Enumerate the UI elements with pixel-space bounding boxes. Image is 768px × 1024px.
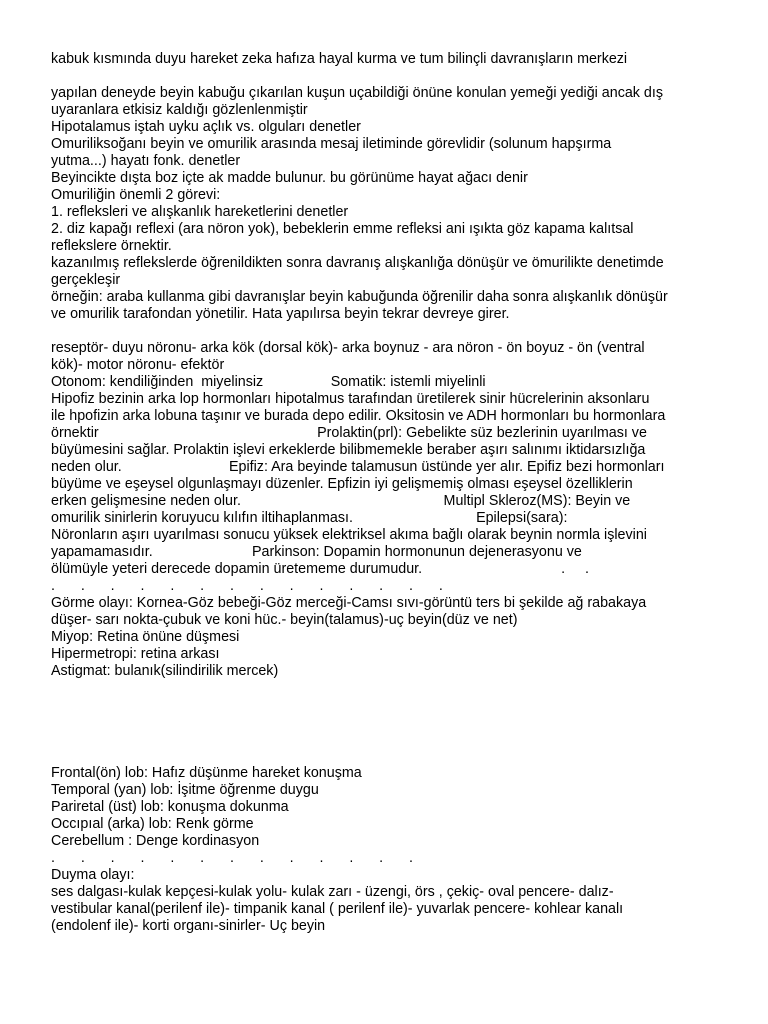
text-line: yapılan deneyde beyin kabuğu çıkarılan kuşun uçabildiği önüne konulan yemeği yediği ancak dış: [51, 85, 664, 101]
blank-line: [51, 697, 721, 714]
text-line: yutma...) hayatı fonk. denetler: [51, 153, 241, 169]
document-page: [51, 51, 721, 935]
text-line: reseptör- duyu nöronu- arka kök (dorsal kök)- arka boynuz - ara nöron - ön boyuz - ön (ventral: [51, 340, 645, 356]
blank-line: [51, 731, 721, 748]
text-line: ile hpofizin arka lobuna taşınır ve burada depo edilir. Oksitosin ve ADH hormonları bu hormonlara: [51, 408, 666, 424]
blank-line: [51, 323, 721, 340]
blank-line: [51, 748, 721, 765]
text-line: büyüme ve eşeysel olgunlaşmayı düzenler. Epfizin iyi gelişmemiş olması eşeysel özelliklerin: [51, 476, 633, 492]
text-line: Hipotalamus iştah uyku açlık vs. olguları denetler: [51, 119, 361, 135]
text-line: Duyma olayı:: [51, 867, 135, 883]
text-line: 1. refleksleri ve alışkanlık hareketlerini denetler: [51, 204, 349, 220]
text-line: kabuk kısmında duyu hareket zeka hafıza hayal kurma ve tum bilinçli davranışların merkezi: [51, 51, 628, 67]
text-line: Hipofiz bezinin arka lop hormonları hipotalmus tarafından üretilerek sinir hücrelerinin aksonlaru: [51, 391, 650, 407]
text-line: yapamamasıdır. Parkinson: Dopamin hormonunun dejenerasyonu ve: [51, 544, 582, 560]
text-line: Pariretal (üst) lob: konuşma dokunma: [51, 799, 289, 815]
text-line: reflekslere örnektir.: [51, 238, 172, 254]
text-line: Temporal (yan) lob: İşitme öğrenme duygu: [51, 782, 319, 798]
text-line: gerçekleşir: [51, 272, 121, 288]
blank-line: [51, 680, 721, 697]
blank-line: [51, 68, 721, 85]
text-line: Miyop: Retina önüne düşmesi: [51, 629, 240, 645]
text-line: ve omurilik tarafondan yönetilir. Hata yapılırsa beyin tekrar devreye girer.: [51, 306, 510, 322]
text-line: Astigmat: bulanık(silindirilik mercek): [51, 663, 279, 679]
text-line: Beyincikte dışta boz içte ak madde bulunur. bu görünüme hayat ağacı denir: [51, 170, 528, 186]
text-line: Cerebellum : Denge kordinasyon: [51, 833, 260, 849]
text-line: neden olur. Epifiz: Ara beyinde talamusun üstünde yer alır. Epifiz bezi hormonları: [51, 459, 665, 475]
text-line: kazanılmış reflekslerde öğrenildikten sonra davranış alışkanlığa dönüşür ve ömurilikte denetimde: [51, 255, 664, 271]
text-line: ses dalgası-kulak kepçesi-kulak yolu- kulak zarı - üzengi, örs , çekiç- oval pencere- dalız-: [51, 884, 614, 900]
text-line: Hipermetropi: retina arkası: [51, 646, 220, 662]
text-line: Omuriliksoğanı beyin ve omurilik arasında mesaj iletiminde görevlidir (solunum hapşırma: [51, 136, 612, 152]
blank-line: [51, 714, 721, 731]
text-line: Nöronların aşırı uyarılması sonucu yüksek elektriksel akıma bağlı olarak beynin normla işlevini: [51, 527, 647, 543]
text-line: örneğin: araba kullanma gibi davranışlar beyin kabuğunda öğrenilir daha sonra alışkanlık dönüşür: [51, 289, 668, 305]
text-line: Otonom: kendiliğinden miyelinsiz Somatik: istemli miyelinli: [51, 374, 486, 390]
text-line: kök)- motor nöronu- efektör: [51, 357, 225, 373]
text-line: Occıpıal (arka) lob: Renk görme: [51, 816, 254, 832]
dot-separator: . . . . . . . . . . . . .: [51, 850, 414, 866]
dot-separator: . . . . . . . . . . . . . .: [51, 578, 444, 594]
text-line: erken gelişmesine neden olur. Multipl Skleroz(MS): Beyin ve: [51, 493, 631, 509]
text-line: büyümesini sağlar. Prolaktin işlevi erkeklerde bilibmemekle beraber aşırı salınımı iktidarsızlığa: [51, 442, 646, 458]
text-line: vestibular kanal(perilenf ile)- timpanik kanal ( perilenf ile)- yuvarlak pencere- kohlear kanalı: [51, 901, 624, 917]
text-line: omurilik sinirlerin koruyucu kılıfın iltihaplanması. Epilepsi(sara):: [51, 510, 568, 526]
text-line: Frontal(ön) lob: Hafız düşünme hareket konuşma: [51, 765, 362, 781]
text-line: Görme olayı: Kornea-Göz bebeği-Göz merceği-Camsı sıvı-görüntü ters bi şekilde ağ rabakaya: [51, 595, 647, 611]
text-line: uyaranlara etkisiz kaldığı gözlenlenmiştir: [51, 102, 308, 118]
text-line: 2. diz kapağı reflexi (ara nöron yok), bebeklerin emme refleksi ani ışıkta göz kapama kalıtsal: [51, 221, 634, 237]
text-line: örnektir Prolaktin(prl): Gebelikte süz bezlerinin uyarılması ve: [51, 425, 647, 441]
text-line: Omuriliğin önemli 2 görevi:: [51, 187, 221, 203]
text-line: (endolenf ile)- korti organı-sinirler- Uç beyin: [51, 918, 326, 934]
text-line: düşer- sarı nokta-çubuk ve koni hüc.- beyin(talamus)-uç beyin(düz ve net): [51, 612, 518, 628]
text-line: ölümüyle yeteri derecede dopamin üretememe durumudur. . .: [51, 561, 589, 577]
